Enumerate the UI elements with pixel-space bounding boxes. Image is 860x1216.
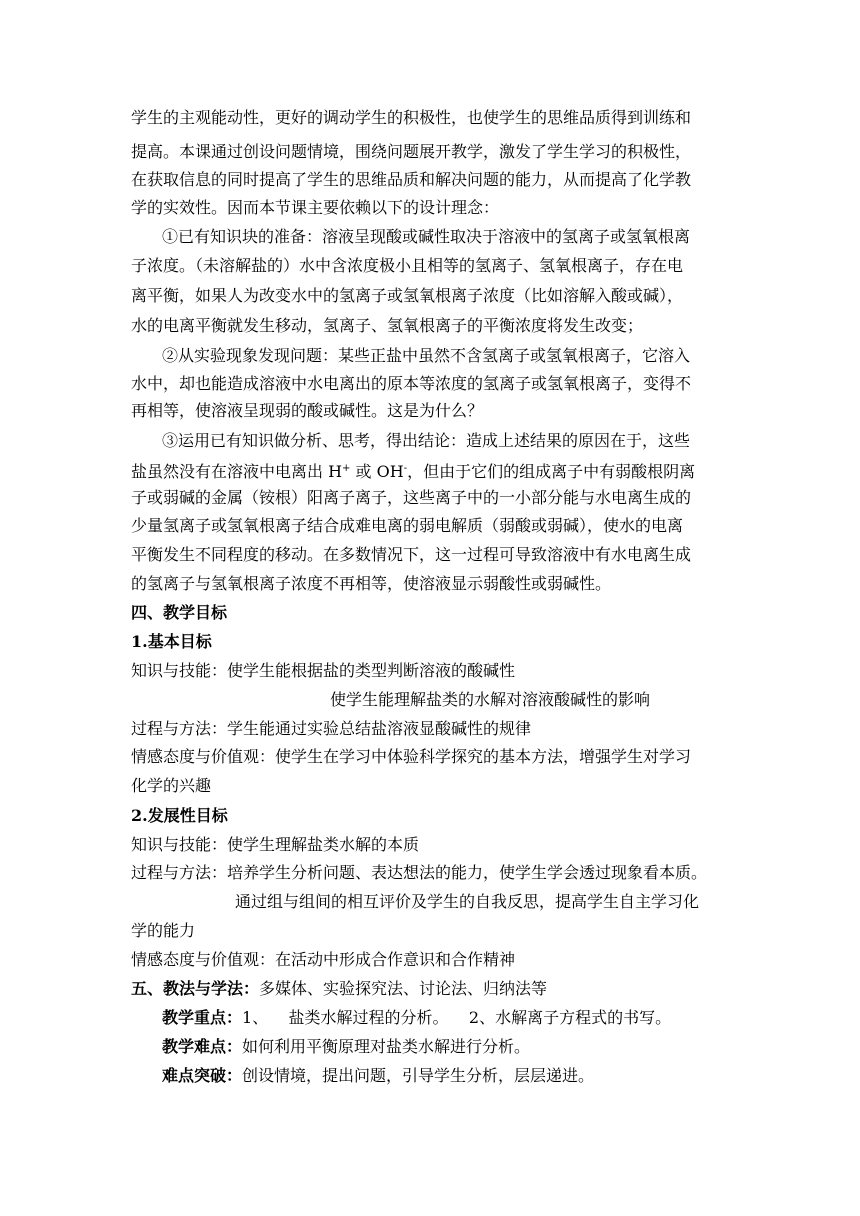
p3-line-2	[131, 458, 695, 483]
p3-line-2-part-a: 盐虽然没有在溶液中电离出 H	[131, 462, 343, 481]
breakthrough-line	[162, 1065, 594, 1087]
basic-emotion-line-1: 情感态度与价值观：使学生在学习中体验科学探究的基本方法，增强学生对学习	[131, 747, 692, 766]
section-5-heading: 五、教法与学法：	[131, 979, 260, 998]
basic-goals-heading: 1.基本目标	[131, 632, 212, 651]
difficulty-text: 如何利用平衡原理对盐类水解进行分析。	[242, 1037, 531, 1056]
basic-knowledge-line-2: 使学生能理解盐类的水解对溶液酸碱性的影响	[330, 690, 651, 709]
p3-line-1: ③运用已有知识做分析、思考，得出结论：造成上述结果的原因在于，这些	[162, 431, 691, 450]
intro-line-1: 学生的主观能动性，更好的调动学生的积极性，也使学生的思维品质得到训练和	[131, 108, 692, 127]
key-point-line	[162, 1007, 671, 1029]
p3-line-2-part-b: 或 OH	[350, 462, 404, 481]
key-point-label: 教学重点：	[162, 1008, 243, 1027]
p1-line-2: 子浓度。（未溶解盐的）水中含浓度极小且相等的氢离子、氢氧根离子，存在电	[131, 256, 684, 275]
intro-line-2: 提高。本课通过创设问题情境，围绕问题展开教学，激发了学生学习的积极性，	[131, 142, 692, 161]
basic-emotion-line-2: 化学的兴趣	[131, 776, 212, 795]
breakthrough-label: 难点突破：	[162, 1066, 243, 1085]
section-4-heading: 四、教学目标	[131, 603, 228, 622]
p3-line-5: 平衡发生不同程度的移动。在多数情况下，这一过程可导致溶液中有水电离生成	[131, 545, 692, 564]
basic-knowledge-line-1: 知识与技能：使学生能根据盐的类型判断溶液的酸碱性	[131, 661, 516, 680]
p3-line-3: 子或弱碱的金属（铵根）阳离子离子，这些离子中的一小部分能与水电离生成的	[131, 488, 692, 507]
p1-line-1: ①已有知识块的准备：溶液呈现酸或碱性取决于溶液中的氢离子或氢氧根离	[162, 227, 691, 246]
development-process-line-1: 过程与方法：培养学生分析问题、表达想法的能力，使学生学会透过现象看本质。	[131, 863, 708, 882]
intro-line-4: 学的实效性。因而本节课主要依赖以下的设计理念：	[131, 198, 500, 217]
p3-line-2-part-c: ，但由于它们的组成离子中有弱酸根阴离	[407, 462, 696, 481]
key-point-text: 1、 盐类水解过程的分析。 2、水解离子方程式的书写。	[242, 1008, 672, 1027]
p3-line-4: 少量氢离子或氢氧根离子结合成难电离的弱电解质（弱酸或弱碱），使水的电离	[131, 516, 684, 535]
p3-line-6: 的氢离子与氢氧根离子浓度不再相等，使溶液显示弱酸性或弱碱性。	[131, 574, 612, 593]
p2-line-3: 再相等，使溶液呈现弱的酸或碱性。这是为什么？	[131, 401, 484, 420]
p1-line-3: 离平衡，如果人为改变水中的氢离子或氢氧根离子浓度（比如溶解入酸或碱），	[131, 286, 684, 305]
difficulty-line	[162, 1036, 530, 1058]
basic-process-line: 过程与方法：学生能通过实验总结盐溶液显酸碱性的规律	[131, 719, 532, 738]
p2-line-1: ②从实验现象发现问题：某些正盐中虽然不含氢离子或氢氧根离子，它溶入	[162, 346, 691, 365]
section-5-line	[131, 978, 547, 1000]
development-process-line-3: 学的能力	[131, 921, 196, 940]
section-5-methods: 多媒体、实验探究法、讨论法、归纳法等	[259, 979, 548, 998]
h-plus-superscript: +	[342, 463, 351, 474]
development-goals-heading: 2.发展性目标	[131, 806, 228, 825]
difficulty-label: 教学难点：	[162, 1037, 243, 1056]
breakthrough-text: 创设情境，提出问题，引导学生分析，层层递进。	[242, 1066, 595, 1085]
development-emotion-line: 情感态度与价值观：在活动中形成合作意识和合作精神	[131, 950, 516, 969]
oh-minus-superscript: -	[403, 463, 408, 474]
intro-line-3: 在获取信息的同时提高了学生的思维品质和解决问题的能力，从而提高了化学教	[131, 170, 692, 189]
development-knowledge-line: 知识与技能：使学生理解盐类水解的本质	[131, 835, 420, 854]
development-process-line-2: 通过组与组间的相互评价及学生的自我反思，提高学生自主学习化	[235, 892, 700, 911]
p1-line-4: 水的电离平衡就发生移动，氢离子、氢氧根离子的平衡浓度将发生改变；	[131, 316, 644, 335]
p2-line-2: 水中，却也能造成溶液中水电离出的原本等浓度的氢离子或氢氧根离子，变得不	[131, 374, 692, 393]
